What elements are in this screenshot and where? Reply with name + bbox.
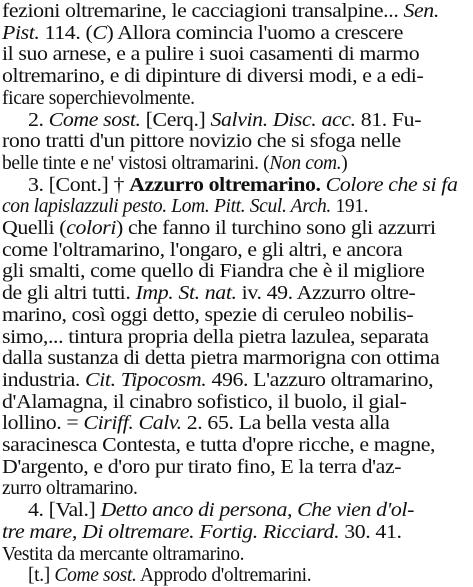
italic-text: tre mare, Di oltremare. Fortig. Ricciard.	[2, 521, 340, 543]
text-segment: 3. [Cont.] †	[28, 174, 130, 196]
italic-text: colori	[66, 218, 117, 239]
text-line	[2, 88, 195, 110]
text-segment: 191.	[330, 196, 369, 218]
text-line	[28, 565, 311, 587]
text-line	[2, 1, 439, 23]
text-line	[2, 370, 433, 392]
italic-text: Pist.	[2, 22, 40, 44]
text-line	[2, 305, 413, 327]
text-line	[2, 348, 440, 370]
text-line	[2, 131, 401, 153]
text-segment: saracinesca Contesta, e tutta d'opre ricche, e magne,	[2, 435, 436, 456]
text-segment: ) che fanno il turchino sono gli azzurri	[116, 218, 436, 239]
text-line	[2, 66, 423, 88]
text-line	[2, 392, 406, 414]
text-line	[2, 544, 244, 566]
text-segment: Quelli (	[2, 218, 67, 239]
text-line	[2, 522, 402, 544]
bold-text: Azzurro oltremarino.	[129, 174, 321, 196]
text-segment: il suo arnese, e a pulire i suoi casamenti di marmo	[2, 44, 420, 66]
italic-text: Sen.	[403, 1, 439, 22]
italic-text: Lom. Pitt. Scul. Arch.	[171, 196, 331, 218]
text-segment: 81. Fu-	[355, 109, 422, 131]
italic-text: C	[92, 22, 107, 44]
text-line	[28, 110, 421, 132]
text-segment: Approdo d'oltremarini.	[136, 565, 312, 587]
text-segment: Vestita da mercante oltramarino.	[2, 543, 245, 565]
text-segment: [t.]	[28, 565, 55, 587]
text-segment: 4. [Val.]	[28, 500, 101, 522]
text-line	[2, 283, 415, 305]
text-segment: belle tinte e ne' vistosi oltramarini. (	[2, 152, 270, 174]
text-line	[2, 413, 389, 435]
text-line	[2, 435, 435, 457]
italic-text: Come sost.	[48, 109, 141, 131]
text-segment: 496. L'azzuro oltramarino,	[206, 369, 434, 391]
italic-text: Ciriff. Calv.	[83, 413, 182, 435]
italic-text: Come sost.	[54, 565, 137, 587]
text-segment: )	[341, 152, 348, 174]
text-segment: de gli altri tutti.	[2, 283, 136, 305]
text-line	[28, 175, 457, 197]
italic-text: Salvin. Disc. acc.	[210, 109, 356, 131]
italic-text: Imp. St. nat.	[135, 283, 237, 305]
text-segment: fezioni oltremarine, le cacciagioni transalpine...	[2, 1, 404, 22]
text-segment: gli smalti, come quello di Fiandra che è il migliore	[2, 261, 425, 283]
text-line	[2, 457, 401, 479]
text-segment: D'argento, e d'oro pur tirato fino, E la terra d'az-	[2, 456, 402, 478]
italic-text: Detto anco di persona, Che vien d'ol-	[100, 500, 414, 522]
text-segment: lollino. =	[2, 413, 84, 435]
text-segment: iv. 49. Azzurro oltre-	[236, 283, 416, 305]
text-segment: 2. 65. La bella vesta alla	[181, 413, 390, 435]
text-segment: rono tratti d'un pittore novizio che si sfoga nelle	[2, 131, 401, 153]
text-segment: come l'oltramarino, l'ongaro, e gli altri, e ancora	[2, 239, 403, 261]
italic-text: Non com.	[269, 152, 342, 174]
text-line	[2, 44, 419, 66]
text-line	[2, 196, 368, 218]
italic-text: con lapislazzuli pesto.	[2, 196, 167, 218]
text-segment: oltremarino, e di dipinture di diversi modi, e a edi-	[2, 66, 424, 88]
text-segment: 2.	[28, 109, 49, 131]
text-segment: simo,... tintura propria della pietra lazulea, separata	[2, 326, 429, 348]
text-segment: industria.	[2, 369, 86, 391]
italic-text: Cit. Tipocosm.	[85, 369, 207, 391]
text-line	[2, 261, 424, 283]
italic-text: Colore che si fa	[320, 174, 458, 196]
text-segment: d'Alamagna, il cinabro sofistico, il buolo, il gial-	[2, 391, 407, 413]
text-line	[2, 478, 138, 500]
text-segment: 30. 41.	[339, 521, 402, 543]
text-line	[2, 240, 402, 262]
text-segment: 114. (	[39, 22, 93, 44]
text-segment: ficare soperchievolmente.	[2, 87, 195, 109]
text-segment: marino, così oggi detto, spezie di ceruleo nobilis-	[2, 304, 414, 326]
text-segment: dalla sustanza di detta pietra marmorigna con ottima	[2, 348, 440, 370]
text-segment: zurro oltramarino.	[2, 478, 138, 500]
text-line	[2, 153, 347, 175]
text-segment: ) Allora comincia l'uomo a crescere	[106, 22, 403, 44]
text-line	[2, 218, 436, 240]
text-segment: [Cerq.]	[140, 109, 211, 131]
text-line	[28, 500, 414, 522]
text-line	[2, 327, 429, 349]
text-line	[2, 23, 403, 45]
